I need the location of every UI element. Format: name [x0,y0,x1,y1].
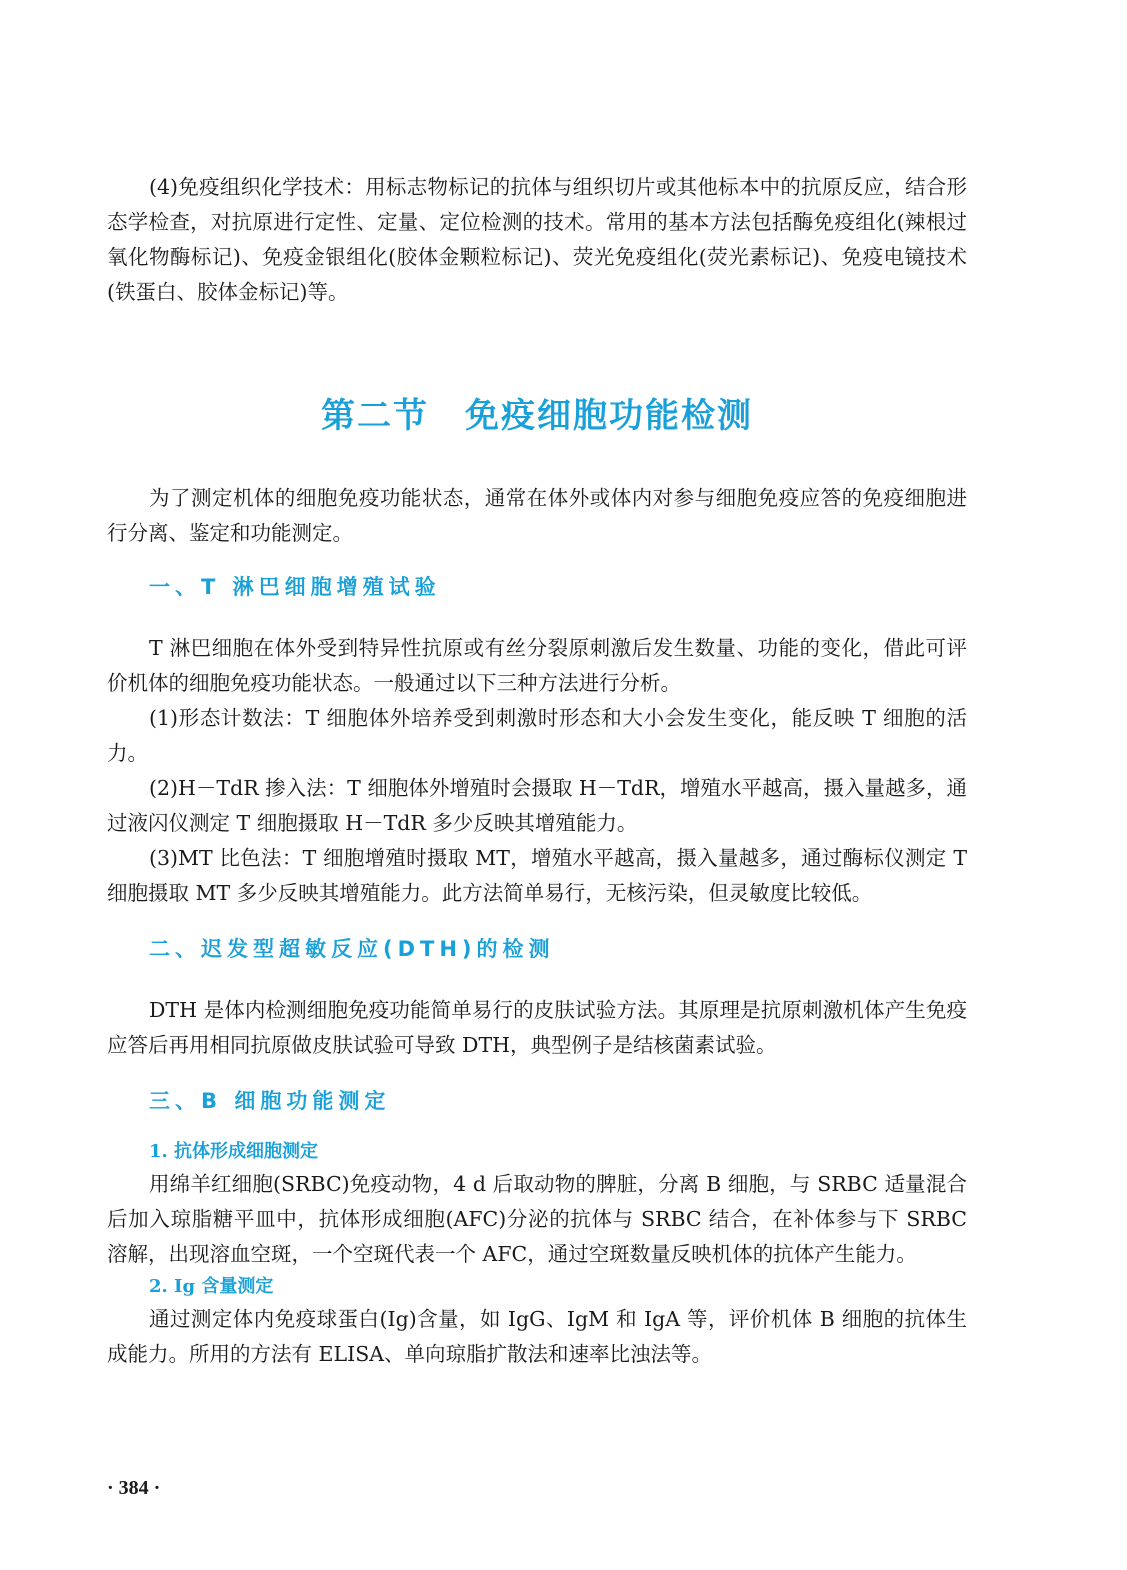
t-cell-intro-paragraph: T 淋巴细胞在体外受到特异性抗原或有丝分裂原刺激后发生数量、功能的变化，借此可评价机体的细胞免疫功能状态。一般通过以下三种方法进行分析。 [107,636,967,695]
h-tdr-paragraph: (2)H－TdR 掺入法：T 细胞体外增殖时会摄取 H－TdR，增殖水平越高，摄入量越多，通过液闪仪测定 T 细胞摄取 H－TdR 多少反映其增殖能力。 [107,776,967,835]
page-content [107,170,967,1372]
spacer [107,551,967,571]
subheading-t-cell-proliferation: 一、T 淋巴细胞增殖试验 [149,575,441,599]
page-number: · 384 · [107,1477,161,1499]
ig-paragraph: 通过测定体内免疫球蛋白(Ig)含量，如 IgG、IgM 和 IgA 等，评价机体 B 细胞的抗体生成能力。所用的方法有 ELISA、单向琼脂扩散法和速率比浊法等。 [107,1307,967,1366]
immunohistochemistry-paragraph: (4)免疫组织化学技术：用标志物标记的抗体与组织切片或其他标本中的抗原反应，结合形态学检查，对抗原进行定性、定量、定位检测的技术。常用的基本方法包括酶免疫组化(辣根过氧化物酶标记)、免疫金银组化(胶体金颗粒标记)、荧光免疫组化(荧光素标记)、免疫电镜技术(铁蛋白、胶体金标记)等。 [107,175,967,304]
morphology-count-paragraph: (1)形态计数法：T 细胞体外培养受到刺激时形态和大小会发生变化，能反映 T 细胞的活力。 [107,706,967,765]
afc-paragraph: 用绵羊红细胞(SRBC)免疫动物，4 d 后取动物的脾脏，分离 B 细胞，与 SRBC 适量混合后加入琼脂糖平皿中，抗体形成细胞(AFC)分泌的抗体与 SRBC 结合，在补体参与下 SRBC 溶解，出现溶血空斑，一个空斑代表一个 AFC，通过空斑数量反映机体的抗体产生能力。 [107,1172,967,1266]
spacer [107,1063,967,1085]
minor-heading-afc: 1. 抗体形成细胞测定 [149,1141,319,1162]
subheading-dth: 二、迟发型超敏反应(DTH)的检测 [149,937,555,961]
subheading-b-cell-function: 三、B 细胞功能测定 [149,1089,391,1113]
spacer [107,310,967,388]
minor-heading-ig: 2. Ig 含量测定 [149,1276,274,1297]
spacer [107,601,967,631]
spacer [107,963,967,993]
section-intro-paragraph: 为了测定机体的细胞免疫功能状态，通常在体外或体内对参与细胞免疫应答的免疫细胞进行分离、鉴定和功能测定。 [107,486,967,545]
section-title: 第二节 免疫细胞功能检测 [321,396,753,436]
spacer [107,1115,967,1137]
mt-colorimetric-paragraph: (3)MT 比色法：T 细胞增殖时摄取 MT，增殖水平越高，摄入量越多，通过酶标仪测定 T 细胞摄取 MT 多少反映其增殖能力。此方法简单易行，无核污染，但灵敏度比较低。 [107,846,967,905]
spacer [107,437,967,481]
dth-paragraph: DTH 是体内检测细胞免疫功能简单易行的皮肤试验方法。其原理是抗原刺激机体产生免疫应答后再用相同抗原做皮肤试验可导致 DTH，典型例子是结核菌素试验。 [107,998,967,1057]
spacer [107,911,967,933]
